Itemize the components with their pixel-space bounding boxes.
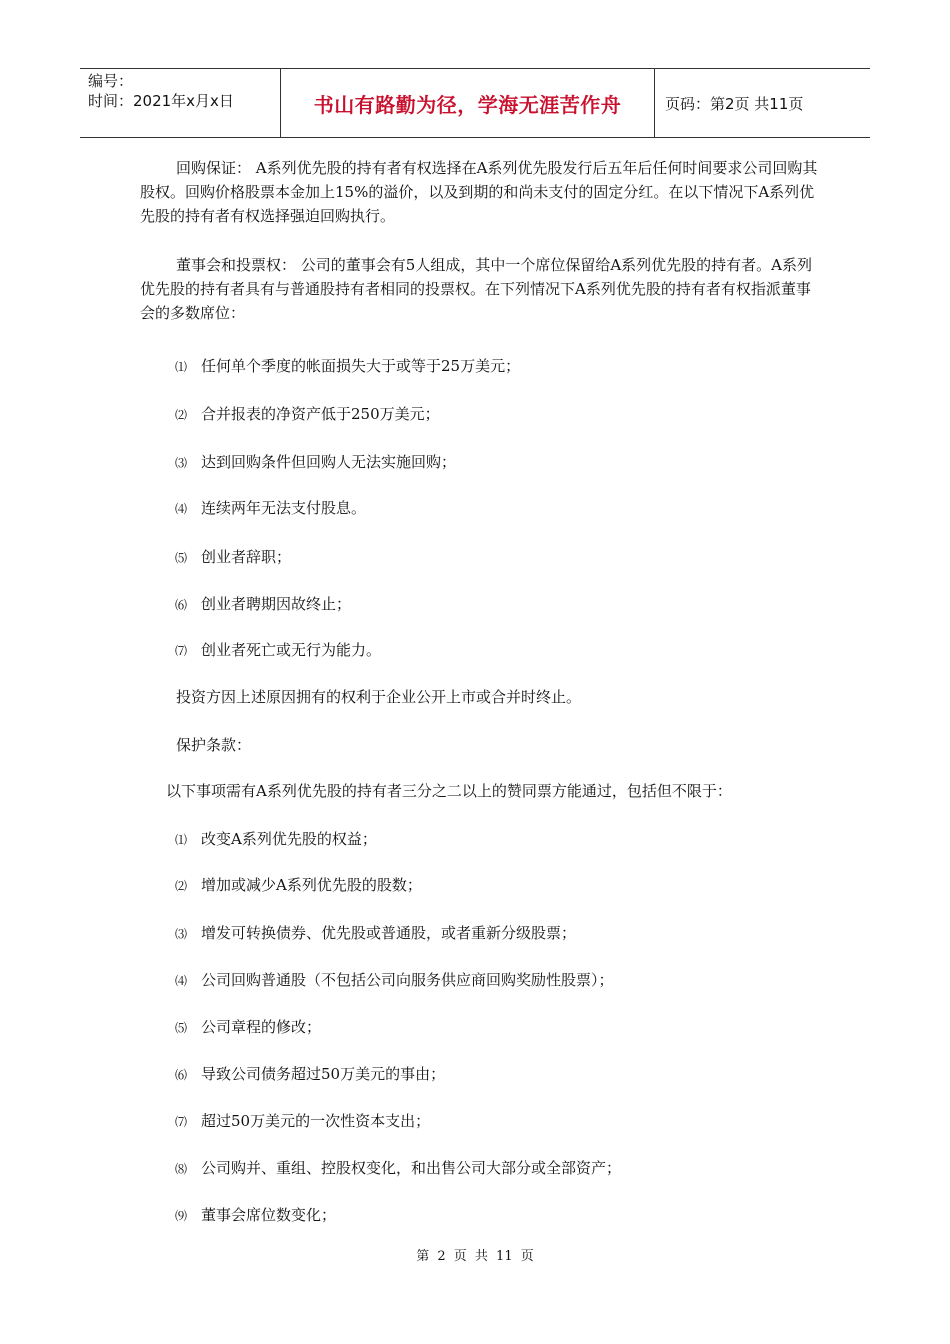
board-item [175,403,440,424]
board-item [175,355,520,376]
termination-paragraph: 投资方因上述原因拥有的权利于企业公开上市或合并时终止。 [176,688,582,706]
item-number: ⑵ [175,408,188,422]
item-number: ⑼ [175,1209,188,1223]
protection-item [175,1204,336,1225]
item-number: ⑷ [175,974,188,988]
protection-item [175,1063,445,1084]
item-number: ⑴ [175,833,188,847]
redemption-paragraph: 回购保证： A系列优先股的持有者有权选择在A系列优先股发行后五年后任何时间要求公司回购其股权。回购价格股票本金加上15%的溢价，以及到期的和尚未支付的固定分红。在以下情况下A系列优先股的持有者有权选择强迫回购执行。 [140,159,818,225]
protection-item [175,1016,321,1037]
board-item [175,593,351,614]
page-header [80,68,870,138]
protection-item [175,969,614,990]
protection-item [175,874,422,895]
header-meta [80,69,281,137]
item-number: ⑷ [175,502,188,516]
protection-title: 保护条款： [176,736,252,754]
item-text: 改变A系列优先股的权益； [201,830,377,848]
item-text: 达到回购条件但回购人无法实施回购； [201,453,457,471]
item-text: 创业者聘期因故终止； [201,595,352,613]
item-text: 公司回购普通股（不包括公司向服务供应商回购奖励性股票）； [201,971,614,989]
item-number: ⑵ [175,879,188,893]
board-item [175,639,381,660]
protection-item [175,922,576,943]
item-text: 创业者死亡或无行为能力。 [201,641,382,659]
item-text: 导致公司债务超过50万美元的事由； [201,1065,446,1083]
item-text: 合并报表的净资产低于250万美元； [201,405,440,423]
header-motto: 书山有路勤为径，学海无涯苦作舟 [281,69,655,137]
item-number: ⑺ [175,644,188,658]
item-number: ⑸ [175,1021,188,1035]
protection-intro: 以下事项需有A系列优先股的持有者三分之二以上的赞同票方能通过，包括但不限于： [166,782,732,800]
item-text: 超过50万美元的一次性资本支出； [201,1112,431,1130]
board-item [175,546,291,567]
item-number: ⑺ [175,1115,188,1129]
item-text: 增加或减少A系列优先股的股数； [201,876,422,894]
board-item [175,497,366,518]
board-paragraph: 董事会和投票权： 公司的董事会有5人组成，其中一个席位保留给A系列优先股的持有者。A系列优先股的持有者具有与普通股持有者相同的投票权。在下列情况下A系列优先股的持有者有权指派董事会的多数席位： [140,256,812,322]
item-number: ⑹ [175,1068,188,1082]
item-text: 创业者辞职； [201,548,292,566]
item-number: ⑸ [175,551,188,565]
board-item [175,451,456,472]
protection-item [175,1157,621,1178]
item-number: ⑶ [175,927,188,941]
time-label: 时间：2021年x月x日 [88,92,234,110]
header-page-info: 页码：第2页 共11页 [665,94,804,113]
item-number: ⑻ [175,1162,188,1176]
page-footer: 第 2 页 共 11 页 [416,1249,534,1264]
number-label: 编号： [88,72,134,90]
document-body [140,156,820,325]
item-number: ⑹ [175,598,188,612]
item-text: 连续两年无法支付股息。 [201,499,367,517]
item-text: 公司章程的修改； [201,1018,322,1036]
item-text: 董事会席位数变化； [201,1206,337,1224]
item-number: ⑶ [175,456,188,470]
item-text: 公司购并、重组、控股权变化，和出售公司大部分或全部资产； [201,1159,622,1177]
item-text: 任何单个季度的帐面损失大于或等于25万美元； [201,357,521,375]
protection-item [175,1110,430,1131]
item-text: 增发可转换债券、优先股或普通股，或者重新分级股票； [201,924,577,942]
item-number: ⑴ [175,360,188,374]
protection-item [175,828,377,849]
